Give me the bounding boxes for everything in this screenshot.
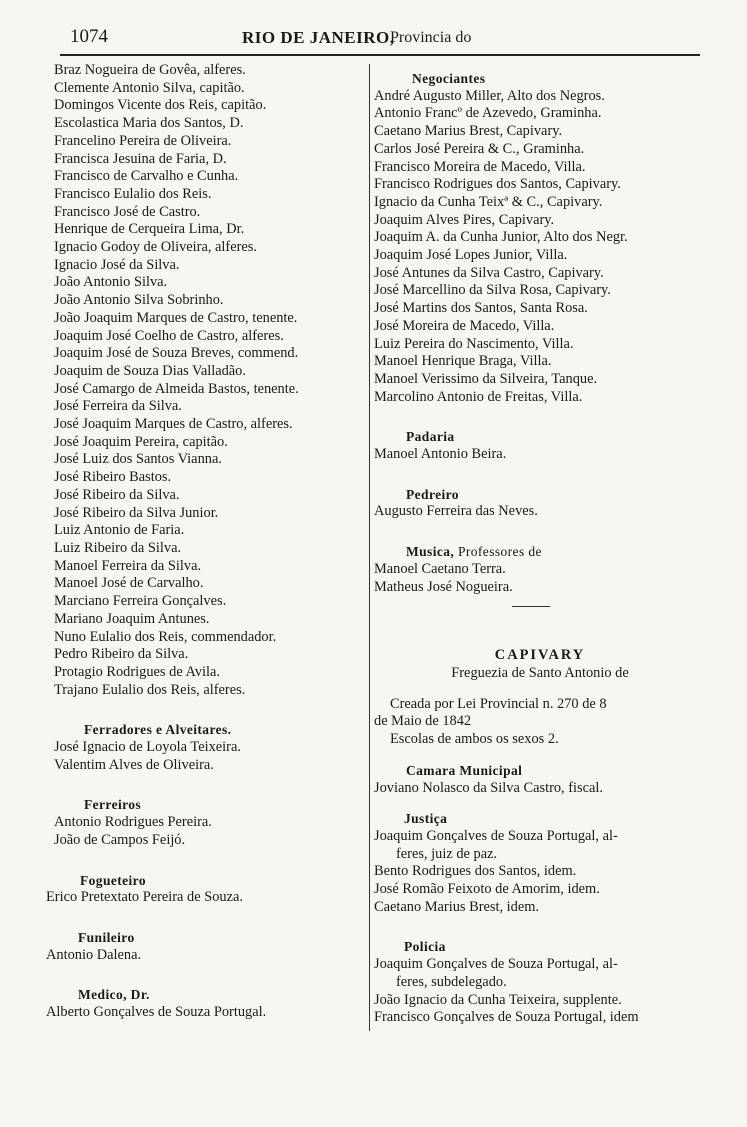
section-heading-ferreiros: Ferreiros: [84, 797, 142, 813]
page-number: 1074: [70, 26, 108, 47]
section-heading-funileiro: Funileiro: [78, 929, 135, 945]
list-item: José Camargo de Almeida Bastos, tenente.: [54, 380, 299, 397]
spacer: [374, 406, 706, 428]
list-item: Joaquim José Coelho de Castro, alferes.: [54, 327, 284, 344]
spacer: [374, 521, 706, 543]
list-item: Luiz Pereira do Nascimento, Villa.: [374, 335, 574, 352]
list-item: João de Campos Feijó.: [54, 831, 186, 848]
list-item: Joaquim José de Souza Breves, commend.: [54, 345, 299, 362]
page-header: [70, 26, 700, 48]
creation-line-2: de Maio de 1842: [374, 713, 472, 730]
musica-heading-suffix: Professores de: [457, 544, 542, 560]
list-item: José Marcellino da Silva Rosa, Capivary.: [374, 282, 611, 299]
list-item: Bento Rodrigues dos Santos, idem.: [374, 863, 577, 880]
list-item: Clemente Antonio Silva, capitão.: [54, 79, 245, 96]
list-item: Trajano Eulalio dos Reis, alferes.: [54, 681, 246, 698]
list-item: Henrique de Cerqueira Lima, Dr.: [54, 221, 245, 238]
list-item: José Moreira de Macedo, Villa.: [374, 317, 555, 334]
list-item: Augusto Ferreira das Neves.: [374, 503, 538, 520]
section-heading-medico: Medico, Dr.: [78, 987, 150, 1003]
list-item: João Antonio Silva.: [54, 274, 168, 291]
list-item: André Augusto Miller, Alto dos Negros.: [374, 87, 605, 104]
header-rule: [60, 54, 700, 56]
list-item: Ignacio da Cunha Teixª & C., Capivary.: [374, 193, 603, 210]
resident-list: [46, 62, 366, 699]
left-column: [46, 62, 366, 1022]
list-item: Caetano Marius Brest, Capivary.: [374, 123, 563, 140]
spacer: [374, 916, 706, 938]
section-heading-fogueteiro: Fogueteiro: [80, 872, 146, 888]
list-item: Ignacio Godoy de Oliveira, alferes.: [54, 239, 257, 256]
list-item: Caetano Marius Brest, idem.: [374, 898, 540, 915]
section-heading-padaria: Padaria: [406, 429, 455, 445]
list-item: Antonio Francº de Azevedo, Graminha.: [374, 105, 602, 122]
list-item: José Joaquim Marques de Castro, alferes.: [54, 416, 293, 433]
list-item: Manoel Verissimo da Silveira, Tanque.: [374, 370, 598, 387]
spacer: [374, 797, 706, 810]
section-heading-camara: Camara Municipal: [406, 762, 523, 778]
list-item: Antonio Rodrigues Pereira.: [54, 814, 212, 831]
spacer: [374, 683, 706, 696]
list-item: Valentim Alves de Oliveira.: [54, 756, 214, 773]
list-item: Joaquim de Souza Dias Valladão.: [54, 362, 246, 379]
list-item: Manoel Henrique Braga, Villa.: [374, 353, 552, 370]
list-item: João Antonio Silva Sobrinho.: [54, 292, 224, 309]
column-divider: [369, 64, 370, 1031]
spacer: [46, 907, 366, 929]
list-item: Joaquim José Lopes Junior, Villa.: [374, 247, 568, 264]
list-item: Francisca Jesuina de Faria, D.: [54, 150, 227, 167]
section-heading-pedreiro: Pedreiro: [406, 486, 459, 502]
list-item: Manoel José de Carvalho.: [54, 575, 204, 592]
list-item: Pedro Ribeiro da Silva.: [54, 646, 189, 663]
list-item: Luiz Ribeiro da Silva.: [54, 539, 182, 556]
spacer: [46, 774, 366, 796]
list-item: Braz Nogueira de Govêa, alferes.: [54, 62, 246, 78]
list-item: Francisco Moreira de Macedo, Villa.: [374, 158, 586, 175]
list-item: Joaquim Gonçalves de Souza Portugal, al-: [374, 956, 618, 973]
spacer: [46, 964, 366, 986]
spacer: [374, 749, 706, 762]
list-item: José Ignacio de Loyola Teixeira.: [54, 739, 241, 756]
list-item: Joviano Nolasco da Silva Castro, fiscal.: [374, 779, 604, 796]
list-item: Manoel Caetano Terra.: [374, 560, 506, 577]
list-item: Francisco de Carvalho e Cunha.: [54, 168, 239, 185]
list-item: Alberto Gonçalves de Souza Portugal.: [46, 1004, 267, 1021]
parish-subtitle: Freguezia de Santo Antonio de: [451, 664, 629, 681]
list-item: Marciano Ferreira Gonçalves.: [54, 593, 227, 610]
list-item: Luiz Antonio de Faria.: [54, 522, 185, 539]
list-item: José Ribeiro da Silva Junior.: [54, 504, 219, 521]
list-item: Manoel Ferreira da Silva.: [54, 557, 202, 574]
list-item: Erico Pretextato Pereira de Souza.: [46, 889, 243, 906]
list-item: Francisco Gonçalves de Souza Portugal, idem: [374, 1009, 639, 1026]
section-heading-negociantes: Negociantes: [412, 71, 486, 86]
list-item: Ignacio José da Silva.: [54, 256, 180, 273]
list-item: Mariano Joaquim Antunes.: [54, 610, 210, 627]
list-item: José Luiz dos Santos Vianna.: [54, 451, 222, 468]
section-heading-ferradores: Ferradores e Alveitares.: [84, 722, 232, 738]
list-item: José Ferreira da Silva.: [54, 398, 182, 415]
right-column: [374, 70, 706, 1027]
list-item: Marcolino Antonio de Freitas, Villa.: [374, 388, 583, 405]
list-item: Joaquim Gonçalves de Souza Portugal, al-: [374, 827, 618, 844]
list-item: Joaquim Alves Pires, Capivary.: [374, 211, 555, 228]
list-item: feres, subdelegado.: [396, 973, 507, 990]
section-heading-musica: [374, 543, 706, 561]
list-item: João Joaquim Marques de Castro, tenente.: [54, 309, 298, 326]
spacer: [374, 464, 706, 486]
list-item: José Ribeiro Bastos.: [54, 469, 172, 486]
section-heading-justica: Justiça: [404, 811, 448, 827]
list-item: Nuno Eulalio dos Reis, commendador.: [54, 628, 277, 645]
list-item: José Antunes da Silva Castro, Capivary.: [374, 264, 604, 281]
header-subtitle: Provincia do: [390, 29, 472, 46]
list-item: Carlos José Pereira & C., Graminha.: [374, 140, 585, 157]
list-item: Matheus José Nogueira.: [374, 578, 513, 595]
header-title: RIO DE JANEIRO,: [242, 28, 395, 47]
list-item: José Ribeiro da Silva.: [54, 486, 180, 503]
list-item: Francelino Pereira de Oliveira.: [54, 132, 232, 149]
musica-heading-label: Musica,: [406, 544, 455, 560]
list-item: Protagio Rodrigues de Avila.: [54, 663, 221, 680]
list-item: Antonio Dalena.: [46, 946, 142, 963]
list-item: Escolastica Maria dos Santos, D.: [54, 115, 244, 132]
spacer: [46, 850, 366, 872]
list-item: feres, juiz de paz.: [396, 845, 498, 862]
list-item: José Romão Feixoto de Amorim, idem.: [374, 881, 600, 898]
list-item: João Ignacio da Cunha Teixeira, supplente.: [374, 991, 622, 1008]
creation-line-1: Creada por Lei Provincial n. 270 de 8: [390, 695, 607, 712]
list-item: Domingos Vicente dos Reis, capitão.: [54, 97, 267, 114]
schools-line: Escolas de ambos os sexos 2.: [390, 731, 559, 748]
list-item: Francisco Rodrigues dos Santos, Capivary.: [374, 176, 621, 193]
spacer: [46, 699, 366, 721]
section-heading-policia: Policia: [404, 939, 446, 955]
list-item: José Joaquim Pereira, capitão.: [54, 433, 228, 450]
list-item: José Martins dos Santos, Santa Rosa.: [374, 300, 588, 317]
list-item: Francisco Eulalio dos Reis.: [54, 185, 212, 202]
list-item: Joaquim A. da Cunha Junior, Alto dos Negr.: [374, 229, 628, 246]
list-item: Manoel Antonio Beira.: [374, 446, 507, 463]
spacer: [374, 607, 706, 647]
parish-title: CAPIVARY: [494, 647, 586, 664]
list-item: Francisco José de Castro.: [54, 203, 201, 220]
